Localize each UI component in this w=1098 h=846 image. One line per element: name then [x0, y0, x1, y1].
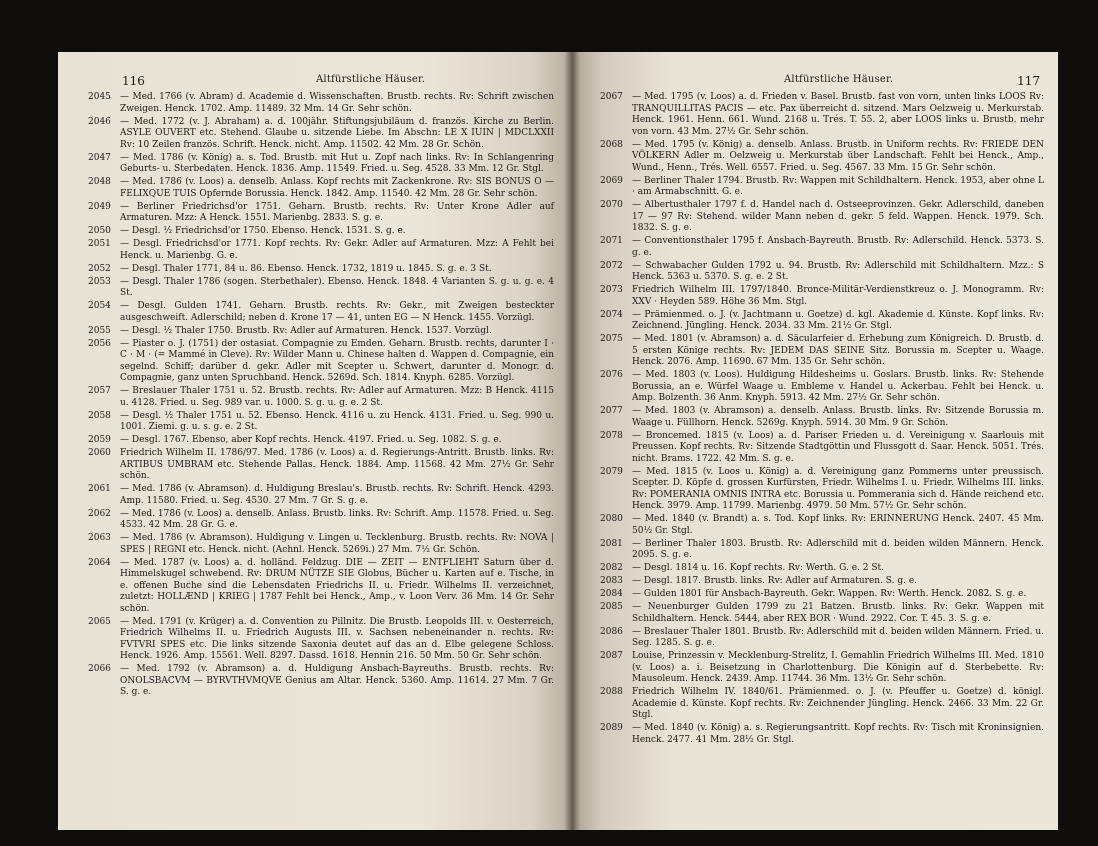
catalog-entry: [600, 431, 1044, 466]
catalog-entry: [88, 435, 554, 447]
lot-description: — Med. 1792 (v. Abramson) a. d. Huldigung Ansbach-Bayreuths. Brustb. rechts. Rv: ONOLSBACVM — BYRVTHVMQVE Genius am Altar. Henck. 5360. Amp. 11614. 27 Mm. 7 Gr. S. g. e.: [120, 664, 554, 697]
lot-description: — Med. 1786 (v. Loos) a. denselb. Anlass. Brustb. links. Rv: Schrift. Amp. 11578. Fried. u. Seg. 4533. 42 Mm. 28 Gr. G. e.: [120, 508, 554, 530]
lot-number: 2069: [600, 175, 623, 186]
catalog-entry: [600, 651, 1044, 686]
catalog-entry: [88, 448, 554, 483]
lot-number: 2053: [88, 276, 111, 287]
lot-number: 2047: [88, 152, 111, 163]
running-header: Altfürstliche Häuser.: [316, 74, 426, 85]
lot-number: 2083: [600, 576, 623, 586]
lot-description: — Med. 1803 (v. Loos). Huldigung Hildesheims u. Goslars. Brustb. links. Rv: Stehende Borussia, an e. Würfel Waage u. Embleme v. Handel u. Ackerbau. Fehlt bei Henck. u. Amp. Bolzenth. 36 Anm. Knyph. 5913. 42 Mm. 27½ Gr. Sehr schön.: [632, 370, 1044, 403]
lot-number: 2076: [600, 370, 623, 380]
catalog-entry: [600, 140, 1044, 175]
open-book: [58, 52, 1058, 830]
lot-number: 2064: [88, 557, 111, 568]
lot-number: 2074: [600, 309, 623, 320]
lot-description: — Med. 1787 (v. Loos) a. d. holländ. Feldzug. DIE — ZEIT — ENTFLIEHT Saturn über d. Himmelskugel schwebend. Rv: DRUM NÜTZE SIE Globus, Bücher u. Karten auf e. Tische, in e. offenen Buche sind die Lebensdaten Friedrichs II. u. Friedr. Wilhelms II. verzeichnet, zuletzt: HOLLÆND | KRIEG | 1787 Fehlt bei Henck., Amp., v. Loon Verv. 36 Mm. 14 Gr. Sehr schön.: [120, 557, 554, 614]
lot-number: 2055: [88, 325, 111, 336]
lot-number: 2089: [600, 723, 623, 733]
catalog-entry: [88, 117, 554, 152]
lot-description: — Berliner Thaler 1794. Brustb. Rv: Wappen mit Schildhaltern. Henck. 1953, aber ohne L · am Armabschnitt. G. e.: [632, 175, 1044, 197]
lot-description: Friedrich Wilhelm IV. 1840/61. Prämienmed. o. J. (v. Pfeuffer u. Goetze) d. königl. Academie d. Künste. Kopf rechts. Rv: Zeichnender Jüngling. Henck. 2466. 33 Mm. 22 Gr. Stgl.: [632, 687, 1044, 720]
lot-number: 2051: [88, 239, 111, 249]
lot-description: — Broncemed. 1815 (v. Loos) a. d. Pariser Frieden u. d. Vereinigung v. Saarlouis mit Preussen. Kopf rechts. Rv: Sitzende Stadtgöttin und Flussgott d. Saar. Henck. 5051. Trés. nicht. Brams. 1722. 42 Mm. S. g. e.: [632, 430, 1044, 464]
catalog-entry: [600, 261, 1044, 284]
catalog-entry: [88, 386, 554, 409]
lot-number: 2058: [88, 410, 111, 421]
lot-number: 2072: [600, 260, 623, 271]
catalog-entry: [600, 563, 1044, 575]
lot-number: 2068: [600, 139, 623, 150]
lot-number: 2073: [600, 285, 623, 295]
catalog-entry: [88, 301, 554, 324]
catalog-entry: [600, 467, 1044, 513]
lot-description: — Med. 1786 (v. Loos) a. denselb. Anlass. Kopf rechts mit Zackenkrone. Rv: SIS BONUS O — FELIXQUE TUIS Opfernde Borussia. Henck. 1842. Amp. 11540. 42 Mm. 28 Gr. Sehr schön.: [120, 177, 554, 199]
lot-description: — Med. 1795 (v. König) a. denselb. Anlass. Brustb. in Uniform rechts. Rv: FRIEDE DEN VÖLKERN Adler m. Oelzweig u. Merkurstab über Landschaft. Fehlt bei Henck., Amp., Wund., Henn., Trés. Well. 6557. Fried. u. Seg. 4567. 33 Mm. 15 Gr. Sehr schön.: [632, 139, 1044, 173]
lot-description: — Med. 1786 (v. Abramson). Huldigung v. Lingen u. Tecklenburg. Brustb. rechts. Rv: NOVA | SPES | REGNI etc. Henck. nicht. (Achnl. Henck. 5269i.) 27 Mm. 7½ Gr. Schön.: [120, 533, 554, 555]
lot-description: — Albertusthaler 1797 f. d. Handel nach d. Ostseeprovinzen. Gekr. Adlerschild, daneben 17 — 97 Rv: Stehend. wilder Mann neben d. gekr. 5 feld. Wappen. Henck. 1979. Sch. 1832. S. g. e.: [632, 200, 1044, 233]
lot-number: 2067: [600, 92, 623, 102]
lot-number: 2057: [88, 386, 111, 396]
lot-number: 2061: [88, 484, 111, 494]
lot-description: — Desgl. Thaler 1771, 84 u. 86. Ebenso. Henck. 1732, 1819 u. 1845. S. g. e. 3 St.: [120, 263, 492, 274]
lot-description: — Neuenburger Gulden 1799 zu 21 Batzen. Brustb. links. Rv: Gekr. Wappen mit Schildhaltern. Henck. 5444, aber REX BOR · Wund. 2922. Cor. T. 45. 3. S. g. e.: [632, 602, 1044, 624]
lot-description: — Desgl. Thaler 1786 (sogen. Sterbethaler). Ebenso. Henck. 1848. 4 Varianten S. g. u. g. e. 4 St.: [120, 276, 554, 298]
catalog-entry: [600, 602, 1044, 625]
lot-number: 2050: [88, 226, 111, 236]
catalog-entry: [88, 664, 554, 699]
catalog-entry: [88, 411, 554, 434]
lot-description: — Med. 1766 (v. Abram) d. Academie d. Wissenschaften. Brustb. rechts. Rv: Schrift zwischen Zweigen. Henck. 1702. Amp. 11489. 32 Mm. 14 Gr. Sehr schön.: [120, 92, 554, 114]
catalog-entry: [600, 576, 1044, 588]
lot-description: — Med. 1840 (v. Brandt) a. s. Tod. Kopf links. Rv: ERINNERUNG Henck. 2407. 45 Mm. 50½ Gr. Stgl.: [632, 514, 1044, 536]
lot-number: 2071: [600, 236, 623, 246]
lot-number: 2087: [600, 651, 623, 661]
right-page: [572, 52, 1058, 830]
catalog-entry: [600, 236, 1044, 259]
catalog-entry: [88, 239, 554, 262]
lot-description: — Piaster o. J. (1751) der ostasiat. Compagnie zu Emden. Geharn. Brustb. rechts, darunter I · C · M · (= Mammé in Cleve). Rv: Wilder Mann u. Chinese halten d. Wappen d. Compagnie, ein segelnd. Schiff; darüber d. gekr. Adler mit Scepter u. Schwert, darunter d. Monogr. d. Compagnie, ganz unten Spruchband. Henck. 5269d. Sch. 1814. Knyph. 6285. Vorzügl.: [120, 338, 554, 383]
lot-number: 2075: [600, 334, 623, 344]
lot-number: 2077: [600, 406, 623, 416]
lot-description: — Med. 1786 (v. Abramson). d. Huldigung Breslau's. Brustb. rechts. Rv: Schrift. Henck. 4293. Amp. 11580. Fried. u. Seg. 4530. 27 Mm. 7 Gr. S. g. e.: [120, 484, 554, 506]
lot-number: 2052: [88, 263, 111, 274]
lot-description: — Conventionsthaler 1795 f. Ansbach-Bayreuth. Brustb. Rv: Adlerschild. Henck. 5373. S. g. e.: [632, 236, 1044, 258]
page-number: 117: [1017, 74, 1040, 88]
catalog-entry: [88, 558, 554, 616]
lot-number: 2063: [88, 533, 111, 543]
catalog-entry: [88, 226, 554, 238]
lot-number: 2062: [88, 508, 111, 519]
lot-number: 2078: [600, 430, 623, 441]
lot-description: — Desgl. 1817. Brustb. links. Rv: Adler auf Armaturen. S. g. e.: [632, 576, 918, 586]
lot-description: — Med. 1801 (v. Abramson) a. d. Säcularfeier d. Erhebung zum Königreich. D. Brustb. d. 5 ersten Könige rechts. Rv: JEDEM DAS SEINE Sitz. Borussia m. Scepter u. Waage. Henck. 2076. Amp. 11690. 67 Mm. 135 Gr. Sehr schön.: [632, 334, 1044, 367]
lot-number: 2080: [600, 514, 623, 524]
lot-number: 2082: [600, 563, 623, 573]
page-number: 116: [122, 74, 145, 88]
lot-description: Louise, Prinzessin v. Mecklenburg-Strelitz, I. Gemahlin Friedrich Wilhelms III. Med. 1810 (v. Loos) a. i. Beisetzung in Charlottenburg. Die Königin auf d. Sterbebette. Rv: Mausoleum. Henck. 2439. Amp. 11744. 36 Mm. 13½ Gr. Sehr schön.: [632, 651, 1044, 684]
catalog-entry: [88, 264, 554, 276]
lot-description: — Med. 1795 (v. Loos) a. d. Frieden v. Basel. Brustb. fast von vorn, unten links LOOS Rv: TRANQUILLITAS PACIS — etc. Pax überreicht d. sitzend. Mars Oelzweig u. Merkurstab. Henck. 1961. Henn. 661. Wund. 2168 u. Trés. T. 55. 2, aber LOOS links u. Brustb. mehr von vorn. 43 Mm. 27½ Gr. Sehr schön.: [632, 92, 1044, 137]
lot-number: 2070: [600, 200, 623, 210]
lot-description: — Desgl. ½ Friedrichsd'or 1750. Ebenso. Henck. 1531. S. g. e.: [120, 226, 406, 236]
left-page: [58, 52, 572, 830]
catalog-entries: [88, 92, 554, 700]
lot-number: 2081: [600, 538, 623, 549]
lot-description: — Desgl. 1814 u. 16. Kopf rechts. Rv: Werth. G. e. 2 St.: [632, 563, 885, 573]
lot-number: 2059: [88, 435, 111, 445]
catalog-entry: [600, 310, 1044, 333]
lot-number: 2048: [88, 177, 111, 187]
lot-description: — Desgl. Gulden 1741. Geharn. Brustb. rechts. Rv: Gekr., mit Zweigen besteckter ausgeschweift. Adlerschild; neben d. Krone 17 — 41, unten EG — N Henck. 1455. Vorzügl.: [120, 301, 554, 323]
running-header: Altfürstliche Häuser.: [784, 74, 894, 85]
book-gutter: [564, 52, 580, 830]
lot-number: 2060: [88, 448, 111, 458]
catalog-entry: [88, 153, 554, 176]
lot-description: — Berliner Friedrichsd'or 1751. Geharn. Brustb. rechts. Rv: Unter Krone Adler auf Armaturen. Mzz: A Henck. 1551. Marienbg. 2833. S. g. e.: [120, 201, 554, 223]
lot-description: — Prämienmed. o. J. (v. Jachtmann u. Goetze) d. kgl. Akademie d. Künste. Kopf links. Rv: Zeichnend. Jüngling. Henck. 2034. 33 Mm. 21½ Gr. Stgl.: [632, 309, 1044, 331]
catalog-entry: [600, 589, 1044, 601]
lot-number: 2084: [600, 589, 623, 599]
catalog-entry: [88, 202, 554, 225]
catalog-entry: [600, 627, 1044, 650]
catalog-entry: [88, 339, 554, 385]
lot-description: — Med. 1803 (v. Abramson) a. denselb. Anlass. Brustb. links. Rv: Sitzende Borussia m. Waage u. Füllhorn. Henck. 5269g. Knyph. 5914. 30 Mm. 9 Gr. Schön.: [632, 406, 1044, 428]
lot-description: Friedrich Wilhelm II. 1786/97. Med. 1786 (v. Loos) a. d. Regierungs-Antritt. Brustb. links. Rv: ARTIBUS UMBRAM etc. Stehende Pallas. Henck. 1884. Amp. 11568. 42 Mm. 27½ Gr. Sehr schön.: [120, 448, 554, 481]
catalog-entry: [600, 92, 1044, 138]
catalog-entry: [600, 514, 1044, 537]
lot-description: — Desgl. 1767. Ebenso, aber Kopf rechts. Henck. 4197. Fried. u. Seg. 1082. S. g. e.: [120, 435, 502, 445]
lot-description: — Breslauer Thaler 1801. Brustb. Rv: Adlerschild mit d. beiden wilden Männern. Fried. u. Seg. 1285. S. g. e.: [632, 626, 1044, 648]
lot-number: 2066: [88, 664, 111, 674]
catalog-entry: [600, 285, 1044, 308]
lot-description: Friedrich Wilhelm III. 1797/1840. Bronce-Militär-Verdienstkreuz o. J. Monogramm. Rv: XXV · Heyden 589. Höhe 36 Mm. Stgl.: [632, 285, 1044, 307]
lot-description: — Desgl. Friedrichsd'or 1771. Kopf rechts. Rv: Gekr. Adler auf Armaturen. Mzz: A Fehlt bei Henck. u. Marienbg. G. e.: [120, 239, 554, 261]
lot-number: 2079: [600, 466, 623, 477]
lot-number: 2086: [600, 626, 623, 637]
lot-description: — Med. 1786 (v. König) a. s. Tod. Brustb. mit Hut u. Zopf nach links. Rv: In Schlangenring Geburts- u. Sterbedaten. Henck. 1836. Amp. 11549. Fried. u. Seg. 4528. 33 Mm. 12 Gr. Stgl.: [120, 152, 554, 174]
catalog-entry: [88, 617, 554, 663]
catalog-entry: [88, 177, 554, 200]
lot-description: — Med. 1815 (v. Loos u. König) a. d. Vereinigung ganz Pommerns unter preussisch. Scepter. D. Köpfe d. grossen Kurfürsten, Friedr. Wilhelms I. u. Friedr. Wilhelms III. links. Rv: POMERANIA OMNIS INTRA etc. Borussia u. Pommerania sich d. Hände reichend etc. Henck. 3979. Amp. 11799. Marienbg. 4979. 50 Mm. 57½ Gr. Sehr schön.: [632, 466, 1044, 511]
lot-description: — Gulden 1801 für Ansbach-Bayreuth. Gekr. Wappen. Rv: Werth. Henck. 2082. S. g. e.: [632, 589, 1027, 599]
catalog-entry: [600, 200, 1044, 235]
lot-description: — Breslauer Thaler 1751 u. 52. Brustb. rechts. Rv: Adler auf Armaturen. Mzz: B Henck. 4115 u. 4128. Fried. u. Seg. 989 var. u. 1000. S. g. u. g. e. 2 St.: [120, 386, 554, 408]
lot-number: 2046: [88, 116, 111, 127]
catalog-entry: [600, 406, 1044, 429]
lot-description: — Schwabacher Gulden 1792 u. 94. Brustb. Rv: Adlerschild mit Schildhaltern. Mzz.: S Henck. 5363 u. 5370. S. g. e. 2 St.: [632, 260, 1044, 282]
lot-number: 2056: [88, 338, 111, 349]
catalog-entry: [88, 326, 554, 338]
lot-number: 2054: [88, 301, 111, 311]
lot-description: — Desgl. ½ Thaler 1751 u. 52. Ebenso. Henck. 4116 u. zu Henck. 4131. Fried. u. Seg. 990 u. 1001. Ziemi. g. u. s. g. e. 2 St.: [120, 410, 554, 432]
catalog-entry: [600, 370, 1044, 405]
lot-number: 2088: [600, 687, 623, 697]
lot-number: 2085: [600, 602, 623, 612]
catalog-entry: [88, 509, 554, 532]
catalog-entry: [600, 334, 1044, 369]
lot-description: — Med. 1772 (v. J. Abraham) a. d. 100jähr. Stiftungsjubiläum d. französ. Kirche zu Berlin. ASYLE OUVERT etc. Stehend. Glaube u. sitzende Liebe. Im Abschn: LE X IUIN | MDCLXXII Rv: 10 Zeilen französ. Schrift. Henck. nicht. Amp. 11502. 42 Mm. 28 Gr. Schön.: [120, 116, 554, 150]
catalog-entry: [600, 723, 1044, 746]
catalog-entry: [88, 277, 554, 300]
lot-number: 2049: [88, 201, 111, 212]
catalog-entry: [600, 539, 1044, 562]
catalog-entries: [600, 92, 1044, 748]
lot-description: — Med. 1791 (v. Krüger) a. d. Convention zu Pillnitz. Die Brustb. Leopolds III. v. Oesterreich, Friedrich Wilhelms II. u. Friedrich Augusts III. v. Sachsen nebeneinander n. rechts. Rv: FVTVRI SPES etc. Die links sitzende Saxonia deutet auf das an d. Elbe gelegene Schloss. Henck. 1926. Amp. 15561. Well. 8297. Dassd. 1618. Hennin 216. 50 Mm. 50 Gr. Sehr schön.: [120, 616, 554, 661]
catalog-entry: [88, 533, 554, 556]
lot-number: 2065: [88, 616, 111, 627]
lot-number: 2045: [88, 92, 111, 102]
lot-description: — Desgl. ½ Thaler 1750. Brustb. Rv: Adler auf Armaturen. Henck. 1537. Vorzügl.: [120, 325, 492, 336]
catalog-entry: [88, 484, 554, 507]
lot-description: — Berliner Thaler 1803. Brustb. Rv: Adlerschild mit d. beiden wilden Männern. Henck. 2095. S. g. e.: [632, 538, 1044, 560]
catalog-entry: [600, 176, 1044, 199]
lot-description: — Med. 1840 (v. König) a. s. Regierungsantritt. Kopf rechts. Rv: Tisch mit Kroninsignien. Henck. 2477. 41 Mm. 28½ Gr. Stgl.: [632, 723, 1044, 745]
catalog-entry: [88, 92, 554, 115]
catalog-entry: [600, 687, 1044, 722]
